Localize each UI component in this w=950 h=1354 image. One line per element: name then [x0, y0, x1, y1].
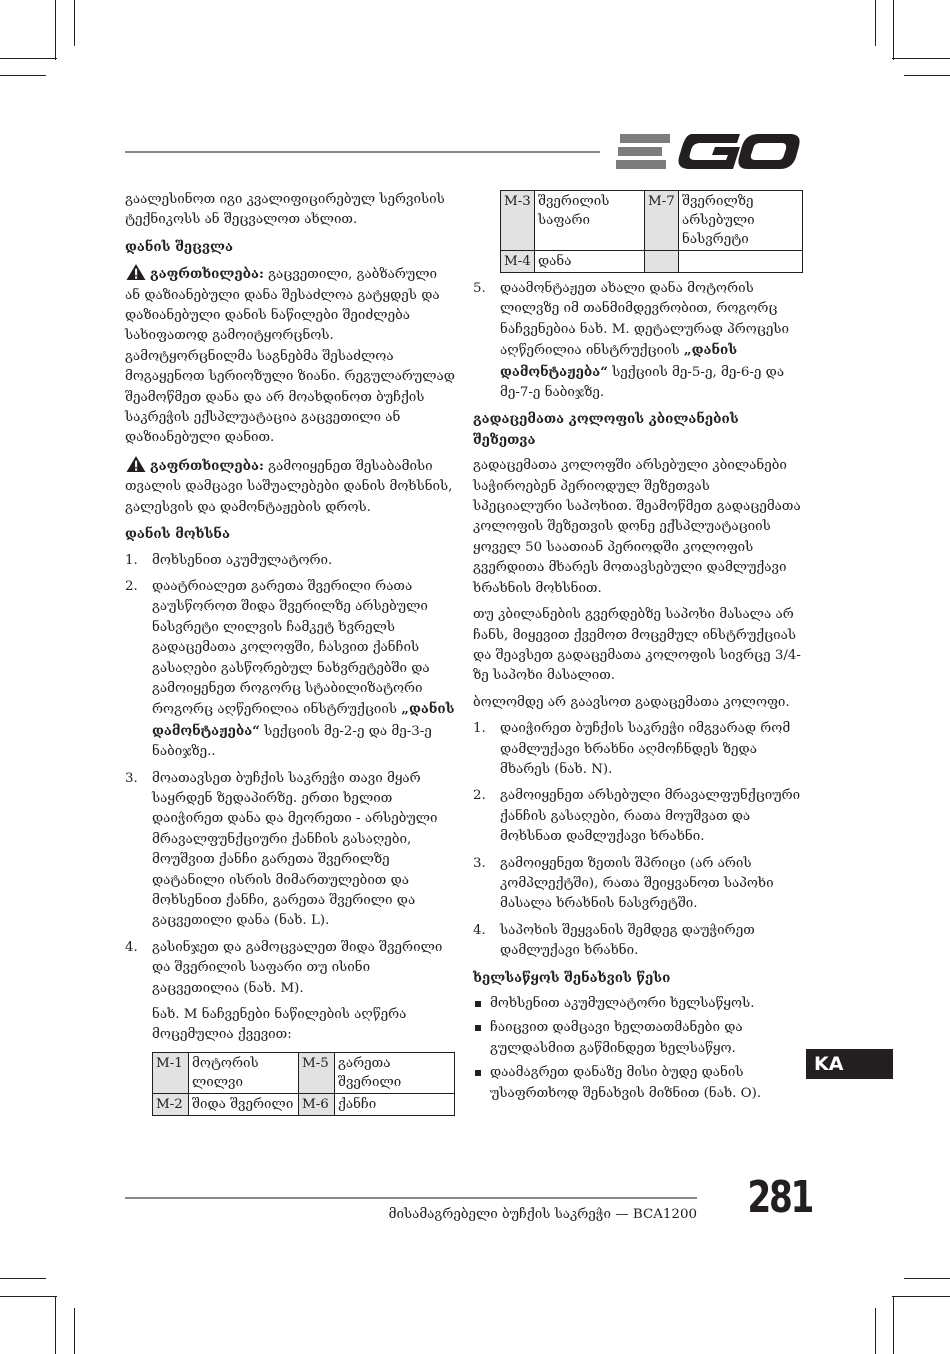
bullet-icon — [475, 1070, 481, 1076]
footer-title: მისამაგრებელი ბუჩქის საკრეჭი — BCA1200 — [388, 1207, 697, 1222]
part-name: გარეთა შვერილი — [335, 1052, 455, 1093]
list-item — [473, 1063, 803, 1104]
list-item — [473, 1018, 803, 1059]
step-number: 4. — [125, 939, 138, 955]
list-item — [473, 994, 803, 1014]
item-text: დაამაგრეთ დანაზე მისი ბუდე დანის უსაფრთხოდ შენახვის მიზნით (ნახ. O). — [490, 1065, 762, 1101]
parts-table — [152, 1052, 455, 1116]
step-number: 2. — [125, 578, 138, 594]
step-number: 1. — [473, 721, 486, 737]
list-item — [473, 921, 803, 962]
warning-icon — [125, 263, 147, 281]
warning-paragraph — [125, 455, 455, 518]
list-item — [125, 577, 455, 763]
step-text: მოხსენით აკუმულატორი. — [152, 552, 333, 568]
step-note: ნახ. M ნაჩვენები ნაწილების აღწერა მოცემულია ქვევით: — [152, 1007, 407, 1043]
empty-cell — [645, 251, 679, 273]
part-name: შიდა შვერილი — [189, 1093, 299, 1115]
step-number: 5. — [473, 281, 486, 296]
part-code: M-1 — [153, 1052, 189, 1093]
crop-mark — [0, 1296, 57, 1297]
warning-text: გაცვეთილი, გაბზარული ან დაზიანებული დანა შესაძლოა გატყდეს და დაზიანებული დანის ნაწილები შეიძლება სახიფათოდ გამოიტყორცნოს. გამოტყორცნილმა საგნებმა შესაძლოა მოგაყენოთ სერიოზული ზიანი. რეგულარულად შეამოწმეთ დანა და არ მოახდინოთ ბუჩქის საკრეჭის ექსპლუატაცია გაცვეთილი ან დაზიანებული დანით. — [125, 267, 455, 446]
step-text: დაამონტაჟეთ ახალი დანა მოტორის ლილვზე იმ თანმიმდევრობით, როგორც ნაჩვენებია ნახ. M. დეტალურად პროცესი აღწერილია ინსტრუქციის — [500, 281, 790, 359]
crop-mark — [893, 0, 894, 60]
part-code: M-3 — [501, 191, 535, 251]
remove-steps-list — [125, 551, 455, 1116]
table-row — [501, 251, 803, 273]
step-number: 3. — [125, 770, 138, 786]
list-item — [473, 719, 803, 780]
left-column — [125, 190, 455, 1122]
step-text: სექციის მე-5-ე, მე-6-ე და მე-7-ე ნაბიჯზე. — [500, 364, 785, 401]
storage-heading: ხელსაწყოს შენახვის წესი — [473, 969, 671, 986]
bullet-icon — [475, 1025, 481, 1031]
step-text: გამოიყენეთ ზეთის შპრიცი (არ არის კომპლექტში), რათა შეიყვანოთ საპოხი მასალა ხრახნის ნასვრეტში. — [500, 855, 774, 912]
part-code: M-7 — [645, 191, 679, 251]
step-number: 3. — [473, 855, 486, 871]
part-name: მოტორის ლილვი — [189, 1052, 299, 1093]
intro-paragraph: გაალესინოთ იგი კვალიფიცირებულ სერვისის ტექნიკოსს ან შეცვალოთ ახლით. — [125, 192, 445, 228]
right-column — [473, 190, 803, 1108]
section-reference: „დანის დამონტაჟება“ — [152, 701, 455, 739]
crop-mark — [893, 1296, 894, 1354]
list-item — [473, 854, 803, 915]
part-code: M-5 — [299, 1052, 335, 1093]
part-name: დანა — [535, 251, 645, 273]
list-item — [125, 769, 455, 932]
warning-label: გაფრთხილება: — [150, 457, 264, 474]
part-code: M-2 — [153, 1093, 189, 1115]
step-text: დაიჭირეთ ბუჩქის საკრეჭი იმგვარად რომ დამლუქავი ხრახნი აღმოჩნდეს ზედა მხარეს (ნახ. N). — [500, 721, 791, 777]
step-text: დაატრიალეთ გარეთა შვერილი რათა გაუსწოროთ შიდა შვერილზე არსებული ნასვრეტი ლილვის ჩამკეტ ხვრელს გადაცემათა კოლოფში, ჩასვით ქანჩის გასაღები გასწორებულ ნახვრეტებში და გამოიყენეთ როგორც სტაბილიზატორი როგორც აღწერილია ინსტრუქციის — [152, 578, 430, 718]
crop-mark — [0, 1278, 46, 1279]
step-text: გამოიყენეთ არსებული მრავალფუნქციური ქანჩის გასაღები, რათა მოუშვათ და მოხსნათ დამლუქავი ხრახნი. — [500, 788, 801, 845]
part-code: M-4 — [501, 251, 535, 273]
step-number: 1. — [125, 552, 138, 568]
crop-mark — [904, 75, 950, 76]
parts-table — [500, 190, 803, 273]
install-step-list — [473, 279, 803, 403]
item-text: ჩაიცვით დამცავი ხელთათმანები და გულდასმით გაწმინდეთ ხელსაწყო. — [490, 1020, 743, 1056]
bullet-icon — [475, 1001, 481, 1007]
page-number: 281 — [747, 1172, 813, 1223]
step-number: 4. — [473, 922, 486, 938]
crop-mark — [0, 75, 46, 76]
storage-list — [473, 994, 803, 1104]
empty-cell — [679, 251, 803, 273]
list-item — [125, 938, 455, 1116]
step-text: გასინჯეთ და გამოცვალეთ შიდა შვერილი და შვერილის საფარი თუ ისინი გაცვეთილია (ნახ. M). — [152, 939, 443, 996]
step-text: საპოხის შეყვანის შემდეგ დაუჭირეთ დამლუქავი ხრახნი. — [500, 922, 755, 959]
language-tab: KA — [806, 1049, 893, 1079]
paragraph: თუ კბილანების გვერდებზე საპოხი მასალა არ ჩანს, მიყევით ქვემოთ მოცემულ ინსტრუქციას და შეავსეთ გადაცემათა კოლოფის სივრცე 3/4-ზე საპოხი მასალით. — [473, 607, 801, 684]
crop-mark — [55, 0, 56, 60]
step-number: 2. — [473, 788, 486, 804]
list-item — [125, 551, 455, 571]
crop-mark — [904, 1278, 950, 1279]
part-name: ქანჩი — [335, 1093, 455, 1115]
replace-blade-heading: დანის შეცვლა — [125, 238, 233, 255]
table-row — [501, 191, 803, 251]
grease-steps-list — [473, 719, 803, 961]
list-item — [473, 279, 803, 403]
warning-label: გაფრთხილება: — [150, 266, 264, 283]
part-code: M-6 — [299, 1093, 335, 1115]
crop-mark — [0, 58, 57, 59]
crop-mark — [892, 58, 950, 59]
crop-mark — [875, 0, 876, 46]
paragraph: ბოლომდე არ გაავსოთ გადაცემათა კოლოფი. — [473, 694, 790, 710]
step-text: მოათავსეთ ბუჩქის საკრეჭი თავი მყარ საყრდენ ზედაპირზე. ერთი ხელით დაიჭირეთ დანა და მეორეთი - არსებული მრავალფუნქციური ქანჩის გასაღები, მოუშვით ქანჩი გარეთა შვერილზე დატანილი ისრის მიმართულებით და მოხსენით ქანჩი, გარეთა შვერილი და გაცვეთილი დანა (ნახ. L). — [152, 770, 438, 929]
warning-icon — [125, 455, 147, 473]
section-reference: „დანის დამონტაჟება“ — [500, 342, 738, 380]
paragraph: გადაცემათა კოლოფში არსებული კბილანები საჭიროებენ პერიოდულ შეზეთვას სპეციალური საპოხით. შეამოწმეთ გადაცემათა კოლოფის შეზეთვის დონე ექსპლუატაციის ყოველ 50 საათიან პერიოდში კოლოფის გვერდითა მხარეს მოთავსებული დამლუქავი ხრახნის მოხსნით. — [473, 458, 801, 596]
crop-mark — [74, 1308, 75, 1354]
ego-logo — [616, 130, 800, 172]
footer-rule — [125, 1197, 697, 1199]
crop-mark — [875, 1308, 876, 1354]
crop-mark — [892, 1296, 950, 1297]
step-text: სექციის მე-2-ე და მე-3-ე ნაბიჯზე.. — [152, 723, 432, 760]
item-text: მოხსენით აკუმულატორი ხელსაწყოს. — [490, 996, 755, 1011]
gearbox-heading: გადაცემათა კოლოფის კბილანების შეზეთვა — [473, 411, 739, 448]
table-row — [153, 1093, 455, 1115]
part-name: შვერილის საფარი — [535, 191, 645, 251]
remove-blade-heading: დანის მოხსნა — [125, 526, 230, 543]
header-rule — [125, 151, 600, 153]
list-item — [473, 786, 803, 847]
crop-mark — [74, 0, 75, 46]
warning-paragraph — [125, 263, 455, 449]
part-name: შვერილზე არსებული ნასვრეტი — [679, 191, 803, 251]
warning-text: გამოიყენეთ შესაბამისი თვალის დამცავი საშუალებები დანის მოხსნის, გალესვის და დამონტაჟების დროს. — [125, 458, 453, 515]
table-row — [153, 1052, 455, 1093]
crop-mark — [55, 1296, 56, 1354]
